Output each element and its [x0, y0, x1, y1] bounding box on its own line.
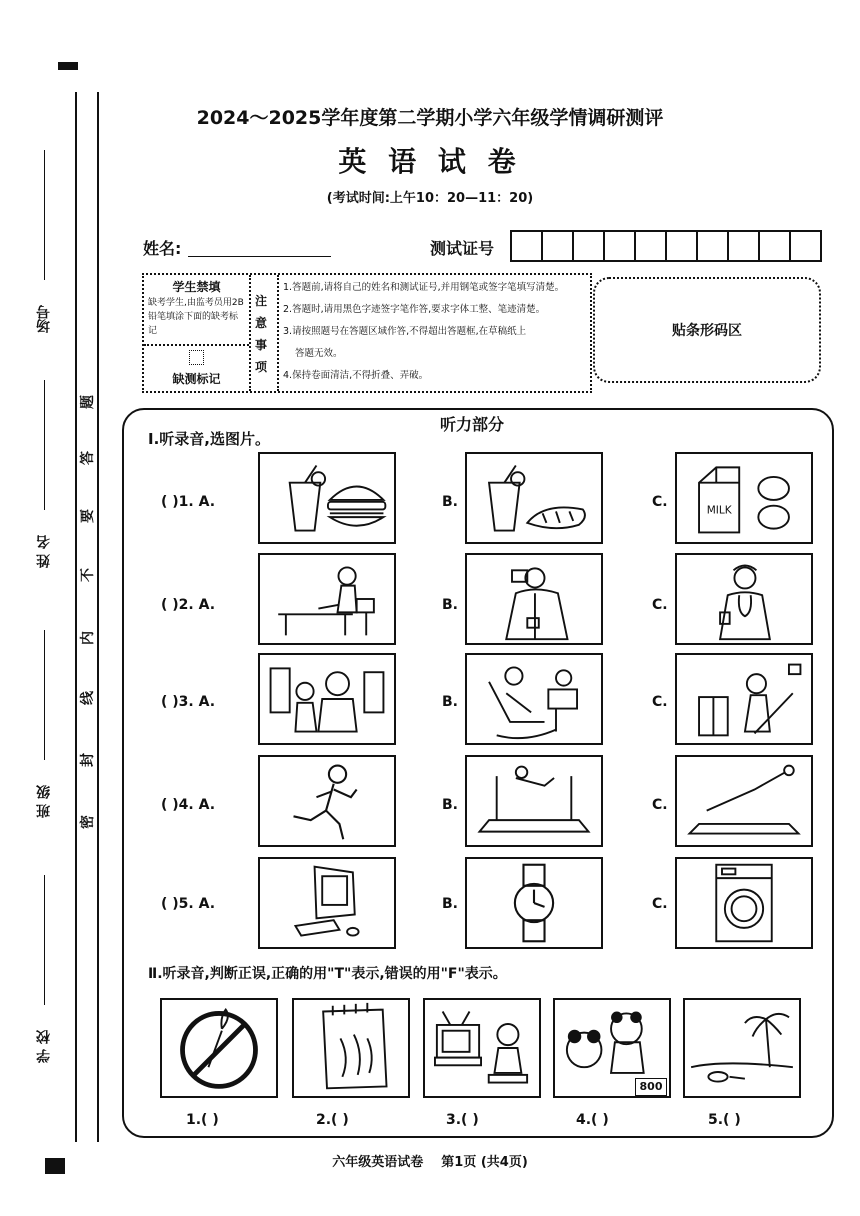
- tf-3[interactable]: 3.( ): [446, 1112, 479, 1128]
- tv-girl-icon[interactable]: [423, 998, 541, 1098]
- pandas-badge: 800: [635, 1078, 667, 1096]
- washing-machine-icon[interactable]: [675, 857, 813, 949]
- notes-label: 注意事项: [255, 294, 268, 374]
- exam-time: (考试时间:上午10：20—11：20): [326, 191, 534, 206]
- rocking-chair-icon[interactable]: [465, 653, 603, 745]
- name-field-label: 姓名:: [143, 239, 182, 258]
- tf-4[interactable]: 4.( ): [576, 1112, 609, 1128]
- calendar-icon[interactable]: [292, 998, 410, 1098]
- school-label: 学 校: [36, 1030, 52, 1063]
- subject-title: 英 语 试 卷: [338, 145, 522, 178]
- q2-number: ( )2. A.: [161, 597, 216, 613]
- juice-burger-icon[interactable]: [258, 452, 396, 544]
- q4-number: ( )4. A.: [161, 797, 216, 813]
- q5-number: ( )5. A.: [161, 896, 216, 912]
- page-footer: 六年级英语试卷 第1页 (共4页): [332, 1155, 528, 1170]
- milk-eggs-icon[interactable]: [675, 452, 813, 544]
- doctor-icon[interactable]: [675, 553, 813, 645]
- name-field[interactable]: [188, 256, 331, 257]
- tf-1[interactable]: 1.( ): [186, 1112, 219, 1128]
- id-field-label: 测试证号: [430, 239, 495, 258]
- absent-mark-box[interactable]: [189, 350, 204, 365]
- class-underline: [44, 630, 45, 760]
- listening-title: 听力部分: [440, 415, 505, 434]
- no-fire-icon[interactable]: [160, 998, 278, 1098]
- q1-number: ( )1. A.: [161, 494, 216, 510]
- absent-mark-label: 缺测标记: [172, 372, 221, 386]
- diving-icon[interactable]: [675, 755, 813, 847]
- name-underline: [44, 380, 45, 510]
- grandma-kids-icon[interactable]: [258, 653, 396, 745]
- name-label: 姓 名: [36, 535, 52, 568]
- photographer-icon[interactable]: [465, 553, 603, 645]
- writer-icon[interactable]: [258, 553, 396, 645]
- binding-line-inner: [75, 92, 77, 1142]
- tf-5[interactable]: 5.( ): [708, 1112, 741, 1128]
- seat-label: 场号: [36, 305, 52, 333]
- binding-line-outer: [97, 92, 99, 1142]
- fill-box-text: 缺考学生,由监考员用2B铅笔填涂下面的缺考标记: [148, 298, 244, 336]
- section2-heading: Ⅱ.听录音,判断正误,正确的用"T"表示,错误的用"F"表示。: [148, 966, 507, 982]
- watch-icon[interactable]: [465, 857, 603, 949]
- beach-icon[interactable]: [683, 998, 801, 1098]
- sweeping-icon[interactable]: [675, 653, 813, 745]
- tf-2[interactable]: 2.( ): [316, 1112, 349, 1128]
- exam-title: 2024～2025学年度第二学期小学六年级学情调研测评: [196, 107, 664, 129]
- q3-number: ( )3. A.: [161, 694, 216, 710]
- svg-text:MILK: MILK: [706, 504, 732, 517]
- computer-icon[interactable]: [258, 857, 396, 949]
- barcode-label: 贴条形码区: [672, 323, 742, 339]
- trampoline-icon[interactable]: [465, 755, 603, 847]
- running-icon[interactable]: [258, 755, 396, 847]
- juice-bread-icon[interactable]: [465, 452, 603, 544]
- section1-heading: Ⅰ.听录音,选图片。: [148, 430, 270, 448]
- class-label: 班 级: [36, 785, 52, 818]
- school-underline: [44, 875, 45, 1005]
- corner-mark: [58, 62, 78, 70]
- notes-list: 1.答题前,请将自己的姓名和测试证号,并用钢笔或签字笔填写清楚。 2.答题时,请用黑色字迹签字笔作答,要求字体工整、笔迹清楚。 3.请按照题号在答题区域作答,不得超出答题框,在草稿纸上 答题无效。 4.保持卷面清洁,不得折叠、弄破。: [283, 282, 565, 381]
- fill-box-title: 学生禁填: [172, 280, 221, 294]
